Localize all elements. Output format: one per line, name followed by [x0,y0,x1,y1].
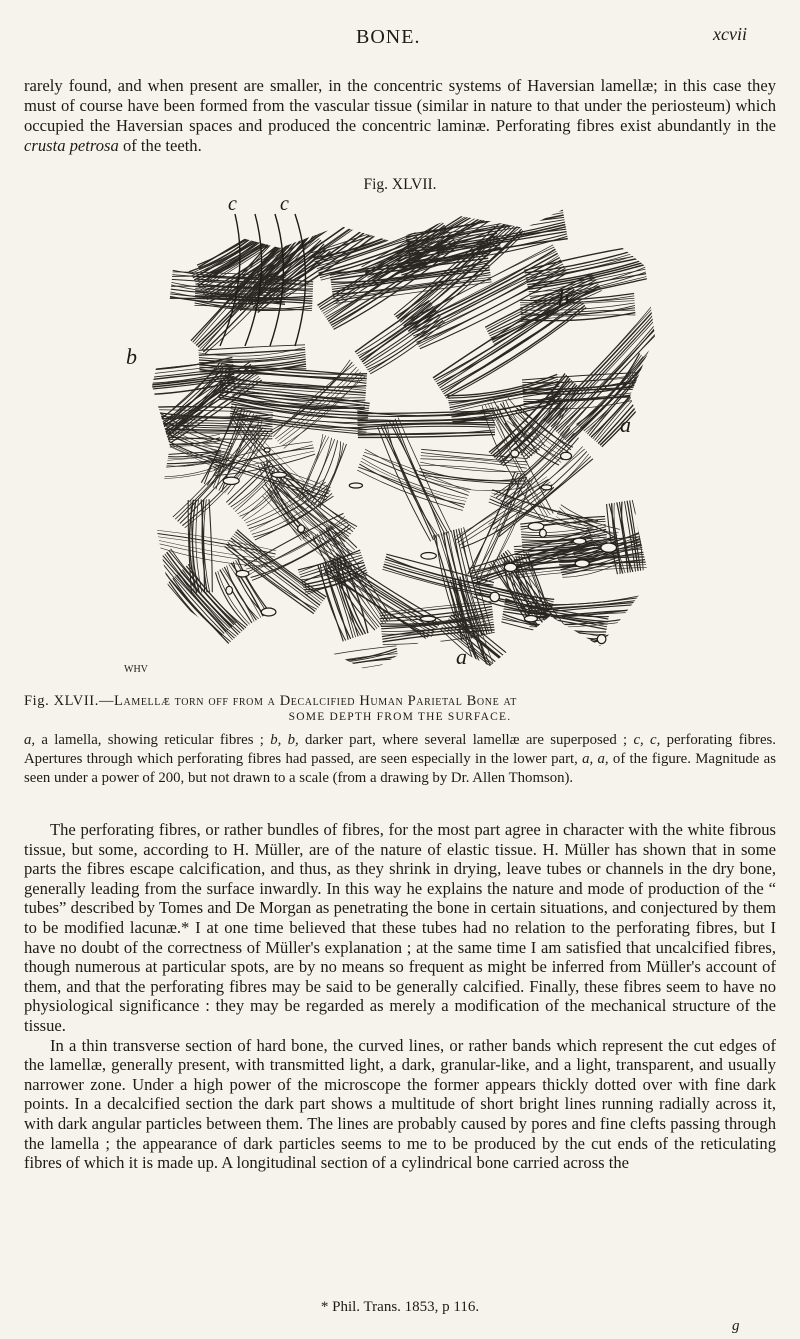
aperture-mark [223,477,239,484]
label-c-left: c [228,193,237,215]
fibre-stroke [365,449,471,489]
caption-letter-a2: a, a, [582,751,609,767]
fibre-stroke [528,642,646,667]
body-text [24,820,776,1173]
fibre-stroke [553,309,665,428]
aperture-mark [226,586,233,594]
fibre-stroke [370,322,444,374]
caption-text-b: darker part, where several lamellæ are superposed ; [298,732,634,748]
body-paragraph-2: In a thin transverse section of hard bone, the curved lines, or rather bands which represent the cut edges of the lamellæ, generally present, with transmitted light, a dark, granular-like, and a light, transparent, and usually narrower zone. Under a high power of the microscope the former appears thickly dotted over with fine dark points. In a decalcified section the dark part shows a multitude of short bright lines running radially across it, with dark angular particles between them. The lines are probably caused by pores and fine clefts passing through the lamella ; the appearance of dark particles seems to me to be produced by the cut ends of the reticulating fibres of which it is made up. A longitudinal section of a cylindrical bone carried across the [24,1035,776,1173]
fibre-stroke [524,626,642,651]
fibre-stroke [554,662,666,664]
fibre-stroke [525,629,643,654]
fibre-stroke [312,221,411,255]
fibre-stroke [226,544,315,611]
aperture-mark [575,560,589,567]
fibre-stroke [554,644,666,647]
aperture-mark [261,608,276,616]
fibre-stroke [362,458,468,498]
aperture-mark [601,543,617,552]
aperture-mark [541,485,551,490]
fibre-stroke [554,660,666,662]
fibre-stroke [384,564,492,593]
aperture-mark [236,570,249,577]
figure-illustration [124,193,675,682]
fibre-stroke [163,556,228,631]
body-paragraph-1: The perforating fibres, or rather bundles of fibres, for the most part agree in character with the white fibrous tissue, but some, according to H. Müller, are of the nature of elastic tissue. H. Müller has shown that in some parts the fibres escape calcification, and thus, as they shrink in drying, leave tubes or channels in the dry bone, generally leading from the surface inwardly. In this way he explains the nature and mode of production of the “ tubes” described by Tomes and De Morgan as penetrating the bone in certain situations, and conjectured by them to be modified lacunæ.* I at one time believed that these tubes had no relation to the perforating fibres, but I have no doubt of the correctness of Müller's explanation ; at the same time I am satisfied that uncalcified fibres, though numerous at particular spots, are by no means so frequent as might be inferred from Müller's account of them, and that the perforating fibres may be said to be generally calcified. Finally, these fibres seem to have no physiological significance : they may be regarded as merely a modification of the mechanical structure of the tissue. [24,820,776,1035]
fibre-bundle [554,639,667,664]
intro-text-end: of the teeth. [118,136,202,155]
fibre-stroke [527,639,645,664]
caption-text-c: perforating fibres. Apertures through which perforating fibres had passed, are seen especially in the lower part, [24,732,777,767]
caption-letter-a: a, [24,732,36,748]
aperture-mark [524,616,537,622]
fibre-stroke [555,311,667,430]
fibre-stroke [560,316,672,435]
fibre-stroke [365,314,439,366]
fibre-stroke [161,557,226,632]
intro-paragraph [24,76,776,156]
aperture-mark [504,563,516,571]
aperture-mark [264,448,270,452]
running-title: BONE. [356,26,421,48]
label-b-left: b [126,344,137,369]
aperture-mark [511,450,519,457]
fibre-stroke [501,622,604,640]
fibre-stroke [199,350,305,356]
caption-description [24,731,776,788]
fibre-stroke [124,462,222,470]
caption-letter-b: b, b, [270,732,299,748]
fibre-stroke [526,634,644,659]
fibre-stroke [554,652,666,654]
aperture-mark [597,635,606,644]
page-number: xcvii [713,24,747,44]
artist-signature: WHV [124,664,148,675]
fibre-bundle [309,646,399,674]
fibre-stroke [366,316,440,367]
caption-text-end: of the figure. Magnitude as seen under a power of 200, but not drawn to a scale (from a drawing by Dr. Allen Thomson). [24,751,776,786]
fibre-stroke [420,462,526,472]
fibre-stroke [527,636,645,661]
caption-text-a: a lamella, showing reticular fibres ; [35,732,271,748]
aperture-mark [561,452,572,459]
figure-caption [24,692,776,788]
caption-subtitle: SOME DEPTH FROM THE SURFACE. [288,711,512,723]
fibre-bundle [188,499,212,593]
label-a-right: a [620,412,631,437]
figure-label: Fig. XLVII. [363,176,437,193]
fibre-stroke [524,624,642,649]
fibre-stroke [220,376,366,388]
label-c-right: c [280,193,289,215]
aperture-mark [421,616,436,621]
fibre-stroke [554,656,666,659]
aperture-mark [272,472,287,477]
fibre-stroke [199,354,306,361]
caption-fig-ref: Fig. XLVII. [24,693,99,709]
footnote: * Phil. Trans. 1853, p 116. [320,1299,480,1315]
caption-title [24,692,776,711]
lamellae-drawing [124,193,675,682]
caption-title-text: —Lamellæ torn off from a Decalcified Human Parietal Bone at [98,693,517,709]
fibre-stroke [562,317,674,436]
fibre-stroke [554,647,666,649]
aperture-mark [490,592,499,602]
intro-text: rarely found, and when present are smaller, in the concentric systems of Haversian lamellæ; in this case they must of course have been formed from the vascular tissue (similar in nature to that under the periosteum) which occupied the Haversian spaces and produced the concentric laminæ. Perforating fibres exist abundantly in the [24,76,776,135]
fibre-stroke [209,499,212,592]
fibre-stroke [554,641,666,644]
aperture-mark [540,529,547,537]
fibre-stroke [389,422,442,536]
fibre-bundle [215,559,269,626]
fibre-stroke [525,631,643,656]
page-header [0,20,800,50]
aperture-mark [298,525,305,533]
signature-mark: g [732,1318,740,1334]
fibre-stroke [271,487,346,560]
fibre-stroke [554,654,666,656]
intro-italic-term: crusta petrosa [24,136,119,155]
fibre-stroke [237,473,280,515]
fibre-stroke [556,312,668,431]
fibre-stroke [554,639,666,641]
aperture-mark [421,553,436,560]
label-b-right: b [558,286,569,311]
fibre-bundle [524,624,646,667]
caption-letter-c: c, c, [633,732,661,748]
aperture-mark [573,538,586,544]
fibre-stroke [381,426,434,541]
label-a-bottom: a [456,644,467,669]
aperture-mark [349,483,362,488]
fibre-stroke [554,649,666,653]
